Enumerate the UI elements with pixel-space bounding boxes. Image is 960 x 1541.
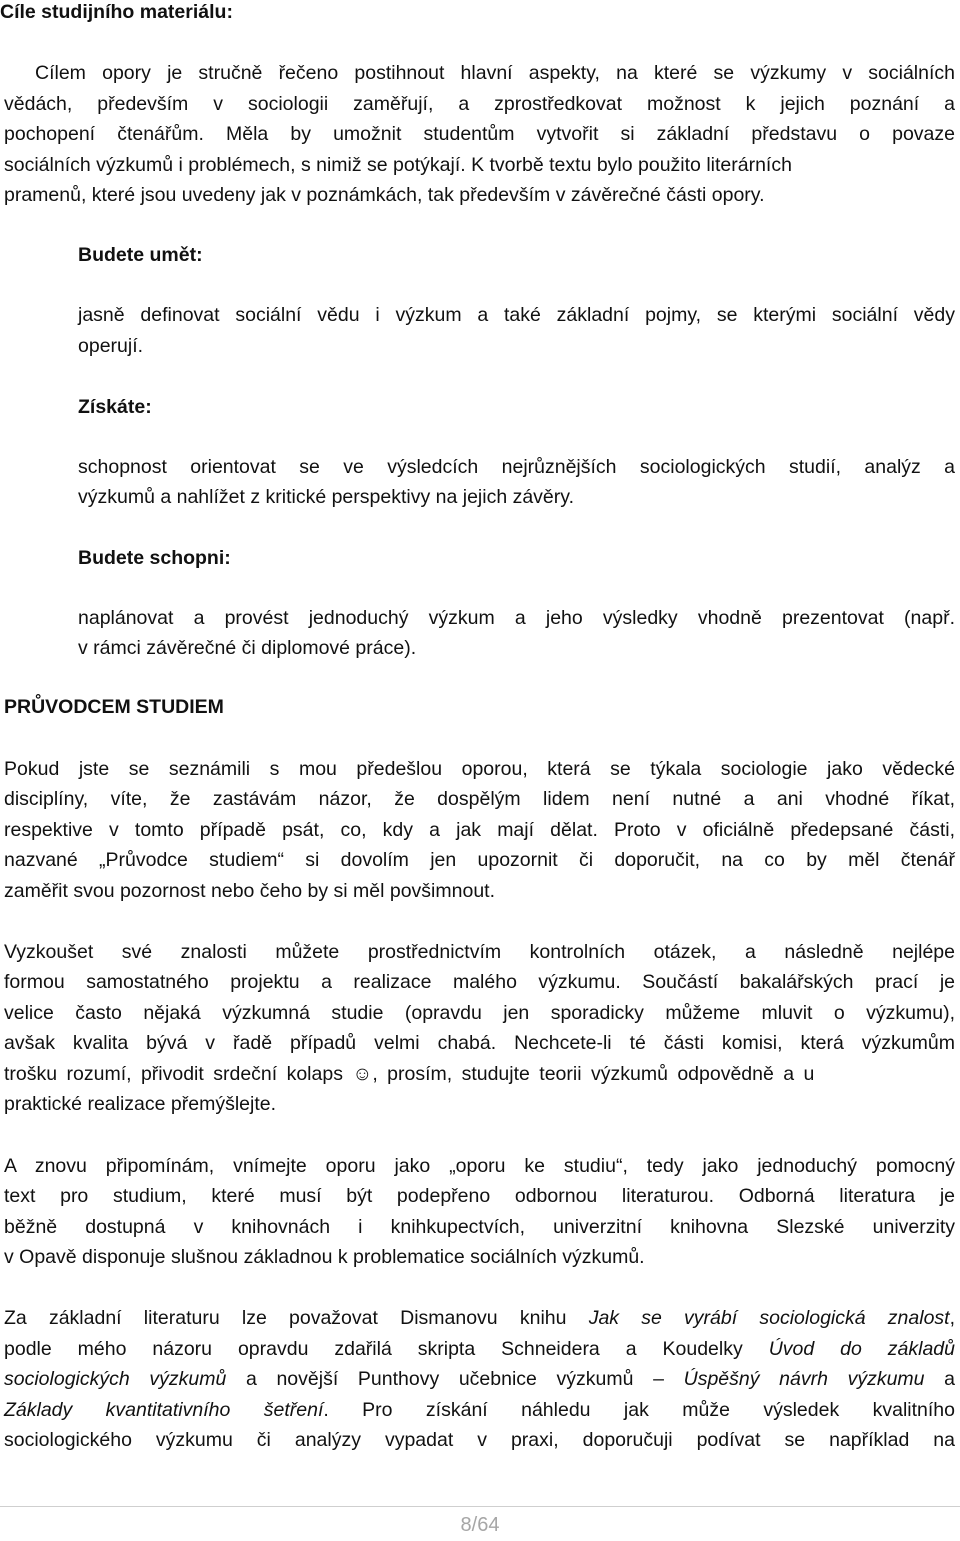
paragraph-line: Pokud jste se seznámili s mou předešlou oporou, která se týkala sociologie jako vědecké [4, 758, 955, 780]
paragraph-line: praktické realizace přemýšlejte. [4, 1093, 277, 1115]
goal-text: jasně definovat sociální vědu i výzkum a také základní pojmy, se kterými sociální vědy [78, 304, 955, 326]
footer-divider [0, 1506, 960, 1507]
goal-text: operují. [78, 335, 144, 357]
goal-heading: Získáte: [78, 396, 152, 418]
paragraph-line [4, 1395, 955, 1426]
section-title: Cíle studijního materiálu: [0, 1, 233, 23]
paragraph-line [4, 1334, 955, 1365]
paragraph-line: A znovu připomínám, vnímejte oporu jako „oporu ke studiu“, tedy jako jednoduchý pomocný [4, 1155, 955, 1177]
goal-text: v rámci závěrečné či diplomové práce). [78, 637, 417, 659]
goal-heading: Budete umět: [78, 244, 203, 266]
paragraph-line: velice často nějaká výzkumná studie (opravdu jen sporadicky můžeme mluvit o výzkumu), [4, 1002, 955, 1024]
book-title: Základy kvantitativního šetření [4, 1399, 324, 1421]
goal-heading: Budete schopni: [78, 547, 231, 569]
text-run: Za základní literaturu lze považovat Dismanovu knihu [4, 1307, 589, 1329]
intro-line: sociálních výzkumů i problémech, s nimiž se potýkají. K tvorbě textu bylo použito literárních [4, 154, 792, 176]
intro-line: vědách, především v sociologii zaměřují, a zprostředkovat možnost k jejich poznání a [4, 93, 955, 115]
smiley-icon: ☺ [352, 1063, 373, 1085]
paragraph-line: disciplíny, víte, že zastávám názor, že dospělým lidem není nutné a ani vhodné říkat, [4, 788, 955, 810]
book-title: sociologických výzkumů [4, 1368, 227, 1390]
paragraph-line: avšak kvalita bývá v řadě případů velmi chabá. Nechcete-li té části komisi, která výzkumům [4, 1032, 955, 1054]
paragraph-line: zaměřit svou pozornost nebo čeho by si měl povšimnout. [4, 880, 495, 902]
intro-line: Cílem opory je stručně řečeno postihnout hlavní aspekty, na které se výzkumy v sociálních [35, 62, 955, 84]
goal-text: výzkumů a nahlížet z kritické perspektivy na jejich závěry. [78, 486, 574, 508]
book-title: Jak se vyrábí sociologická znalost [588, 1307, 950, 1329]
paragraph-line: respektive v tomto případě psát, co, kdy a jak mají dělat. Proto v oficiálně předepsané části, [4, 819, 955, 841]
text-run: a novější Punthovy učebnice výzkumů – [226, 1368, 684, 1390]
intro-line: pochopení čtenářům. Měla by umožnit studentům vytvořit si základní představu o povaze [4, 123, 955, 145]
paragraph-line: nazvané „Průvodce studiem“ si dovolím jen upozornit či doporučit, na co by měl čtenář [4, 849, 955, 871]
paragraph-line: sociologického výzkumu či analýzy vypadat v praxi, doporučuji podívat se například na [4, 1429, 955, 1451]
book-title: Úvod do základů [768, 1338, 956, 1360]
text-run: , [949, 1307, 956, 1329]
guide-heading: PRŮVODCEM STUDIEM [4, 696, 224, 718]
paragraph-line: text pro studium, které musí být podepřeno odbornou literaturou. Odborná literatura je [4, 1185, 955, 1207]
paragraph-line: v Opavě disponuje slušnou základnou k problematice sociálních výzkumů. [4, 1246, 645, 1268]
text-run: trošku rozumí, přivodit srdeční kolaps [4, 1063, 353, 1085]
paragraph-line: Vyzkoušet své znalosti můžete prostřednictvím kontrolních otázek, a následně nejlépe [4, 941, 955, 963]
text-run: . Pro získání náhledu jak může výsledek kvalitního [323, 1399, 955, 1421]
intro-line: pramenů, které jsou uvedeny jak v poznámkách, tak především v závěrečné části opory. [4, 184, 765, 206]
paragraph-line: běžně dostupná v knihovnách i knihkupectvích, univerzitní knihovna Slezské univerzity [4, 1216, 955, 1238]
goal-text: naplánovat a provést jednoduchý výzkum a jeho výsledky vhodně prezentovat (např. [78, 607, 955, 629]
paragraph-line [4, 1059, 955, 1090]
text-run: , prosím, studujte teorii výzkumů odpovědně a u [372, 1063, 815, 1085]
book-title: Úspěšný návrh výzkumu [683, 1368, 925, 1390]
paragraph-line: formou samostatného projektu a realizace malého výzkumu. Součástí bakalářských prací je [4, 971, 955, 993]
paragraph-line [4, 1364, 955, 1395]
paragraph-line [4, 1303, 955, 1334]
text-run: podle mého názoru opravdu zdařilá skripta Schneidera a Koudelky [4, 1338, 769, 1360]
page-number: 8/64 [460, 1514, 500, 1536]
goal-text: schopnost orientovat se ve výsledcích nejrůznějších sociologických studií, analýz a [78, 456, 955, 478]
text-run: a [924, 1368, 955, 1390]
